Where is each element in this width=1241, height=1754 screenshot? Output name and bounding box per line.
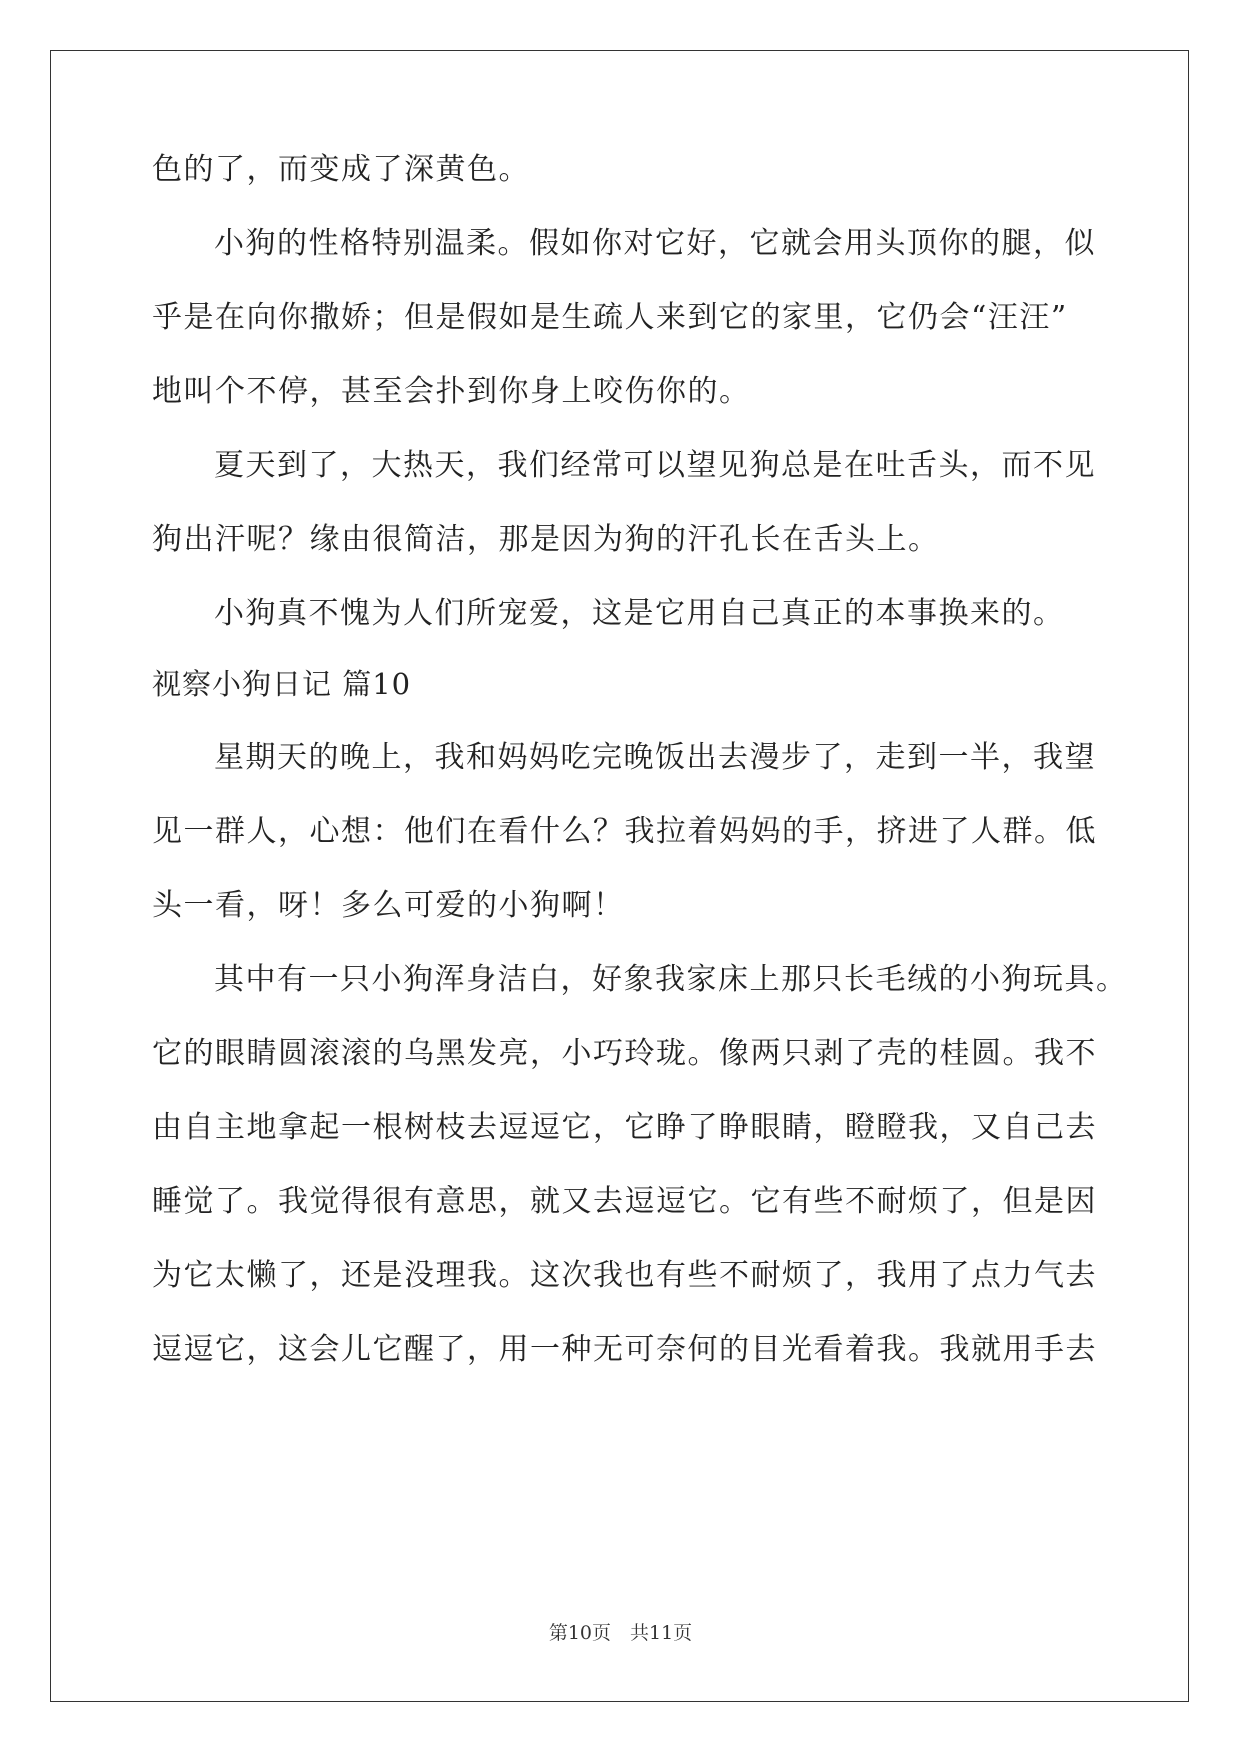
text-line-3: 乎是在向你撒娇；但是假如是生疏人来到它的家里，它仍会“汪汪” <box>152 300 1068 335</box>
text-line-1: 色的了，而变成了深黄色。 <box>152 152 530 187</box>
page-footer: 第10页 共11页 <box>548 1622 693 1644</box>
text-line-14: 由自主地拿起一根树枝去逗逗它，它睁了睁眼睛，瞪瞪我，又自己去 <box>152 1110 1097 1145</box>
paragraph-line-9: 星期天的晚上，我和妈妈吃完晚饭出去漫步了，走到一半，我望 <box>214 740 1096 775</box>
text-line-11: 头一看，呀！多么可爱的小狗啊！ <box>152 888 625 923</box>
text-line-6: 狗出汗呢？缘由很简洁，那是因为狗的汗孔长在舌头上。 <box>152 522 940 557</box>
text-line-4: 地叫个不停，甚至会扑到你身上咬伤你的。 <box>152 374 751 409</box>
paragraph-line-2: 小狗的性格特别温柔。假如你对它好，它就会用头顶你的腿，似 <box>214 226 1096 261</box>
text-line-10: 见一群人，心想：他们在看什么？我拉着妈妈的手，挤进了人群。低 <box>152 814 1097 849</box>
text-line-17: 逗逗它，这会儿它醒了，用一种无可奈何的目光看着我。我就用手去 <box>152 1332 1097 1367</box>
paragraph-line-5: 夏天到了，大热天，我们经常可以望见狗总是在吐舌头，而不见 <box>214 448 1096 483</box>
text-line-15: 睡觉了。我觉得很有意思，就又去逗逗它。它有些不耐烦了，但是因 <box>152 1184 1097 1219</box>
text-line-13: 它的眼睛圆滚滚的乌黑发亮，小巧玲珑。像两只剥了壳的桂圆。我不 <box>152 1036 1097 1071</box>
paragraph-line-7: 小狗真不愧为人们所宠爱，这是它用自己真正的本事换来的。 <box>214 596 1065 631</box>
text-line-16: 为它太懒了，还是没理我。这次我也有些不耐烦了，我用了点力气去 <box>152 1258 1097 1293</box>
paragraph-line-12: 其中有一只小狗浑身洁白，好象我家床上那只长毛绒的小狗玩具。 <box>214 962 1128 997</box>
section-heading: 视察小狗日记 篇10 <box>152 667 412 701</box>
